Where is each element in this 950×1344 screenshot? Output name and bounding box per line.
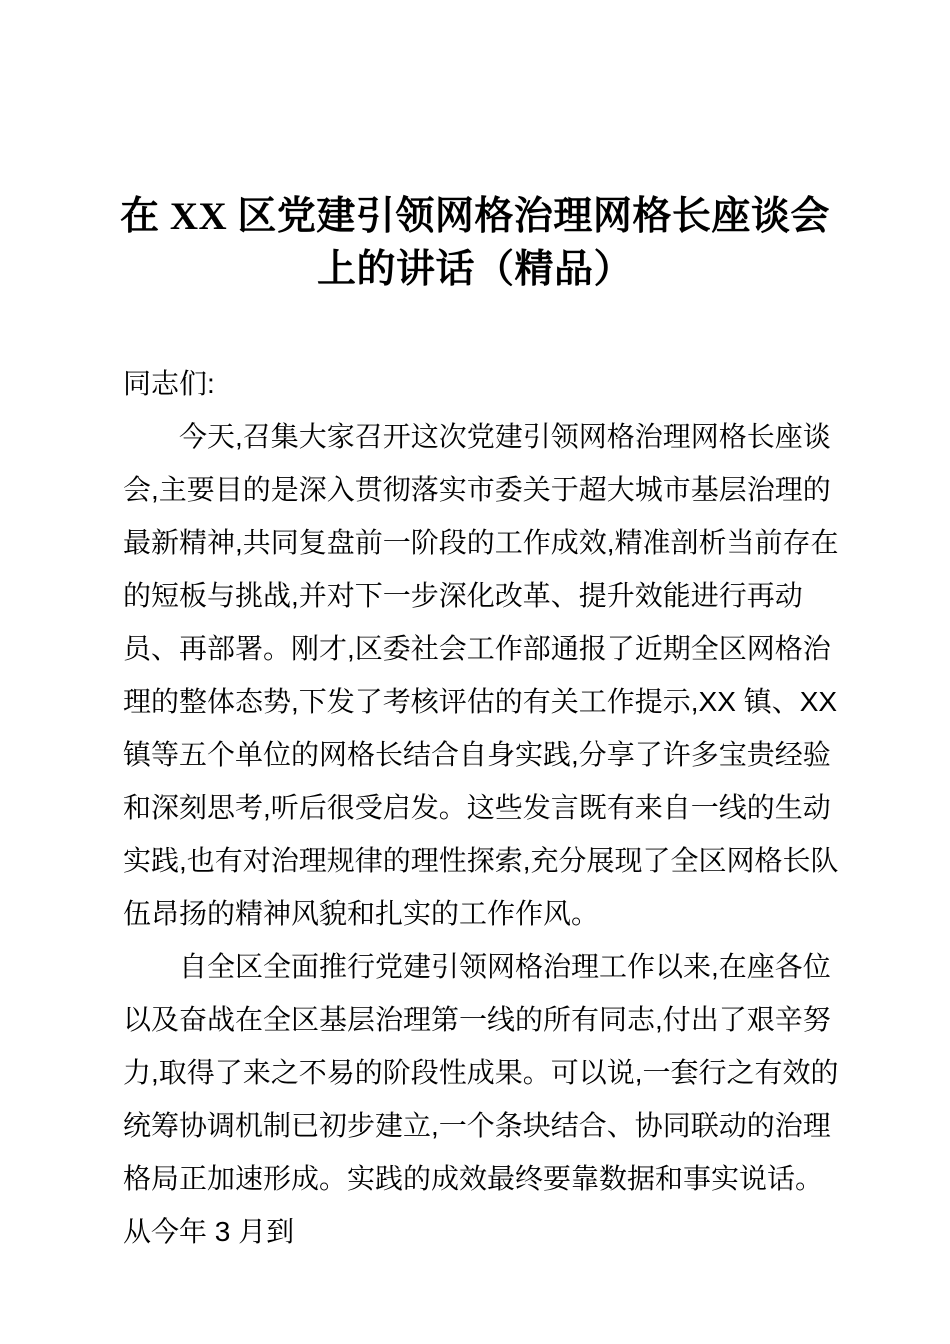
salutation: 同志们: <box>123 368 215 399</box>
title-line-2: 上的讲话（精品） <box>316 248 633 291</box>
paragraph-2: 自全区全面推行党建引领网格治理工作以来,在座各位以及奋战在全区基层治理第一线的所有同志,付出了艰辛努力,取得了来之不易的阶段性成果。可以说,一套行之有效的统筹协调机制已初步建立,一个条块结合、协同联动的治理格局正加速形成。实践的成效最终要靠数据和事实说话。从今年 3 月到 <box>123 951 839 1247</box>
paragraph-1: 今天,召集大家召开这次党建引领网格治理网格长座谈会,主要目的是深入贯彻落实市委关于超大城市基层治理的最新精神,共同复盘前一阶段的工作成效,精准剖析当前存在的短板与挑战,并对下一步深化改革、提升效能进行再动员、再部署。刚才,区委社会工作部通报了近期全区网格治理的整体态势,下发了考核评估的有关工作提示,XX 镇、XX 镇等五个单位的网格长结合自身实践,分享了许多宝贵经验和深刻思考,听后很受启发。这些发言既有来自一线的生动实践,也有对治理规律的理性探索,充分展现了全区网格长队伍昂扬的精神风貌和扎实的工作作风。 <box>123 421 839 929</box>
document-body <box>123 357 845 1258</box>
document-title <box>80 190 870 296</box>
title-line-1: 在 XX 区党建引领网格治理网格长座谈会 <box>120 195 830 238</box>
